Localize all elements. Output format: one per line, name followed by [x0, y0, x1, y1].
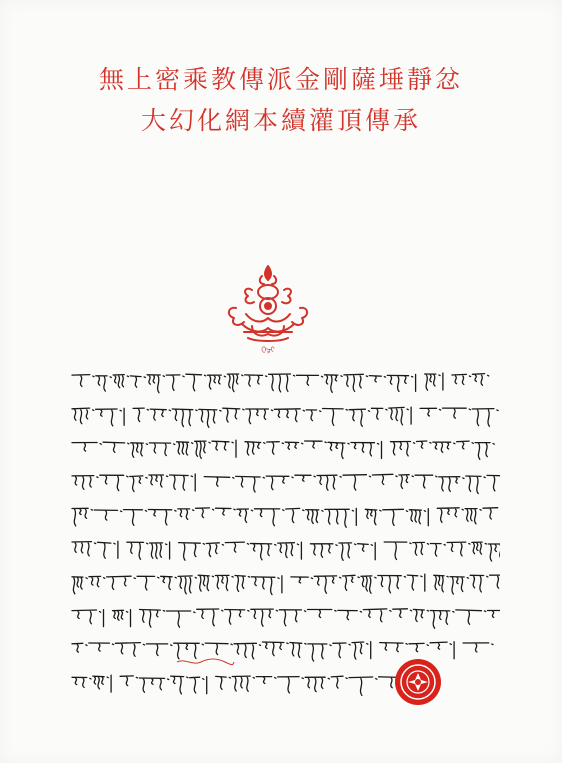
- tibetan-line: [70, 601, 500, 635]
- tibetan-line: [70, 400, 500, 434]
- seal-annotation: [175, 657, 235, 669]
- tibetan-text-block: [70, 366, 500, 701]
- svg-text:ᢕᢖᢗ: ᢕᢖᢗ: [261, 346, 275, 354]
- title-line-2: 大幻化網本續灌頂傳承: [140, 106, 421, 135]
- title-line-1: 無上密乘教傳派金剛薩埵靜忿: [98, 65, 463, 94]
- tibetan-line: [70, 500, 500, 534]
- tibetan-line: [70, 366, 500, 400]
- tibetan-line: [70, 467, 500, 501]
- lotus-jewel-emblem-icon: [222, 262, 314, 358]
- tibetan-line: [70, 534, 500, 568]
- tibetan-line: [70, 567, 500, 601]
- red-seal-icon: [394, 658, 442, 706]
- tibetan-line: [70, 433, 500, 467]
